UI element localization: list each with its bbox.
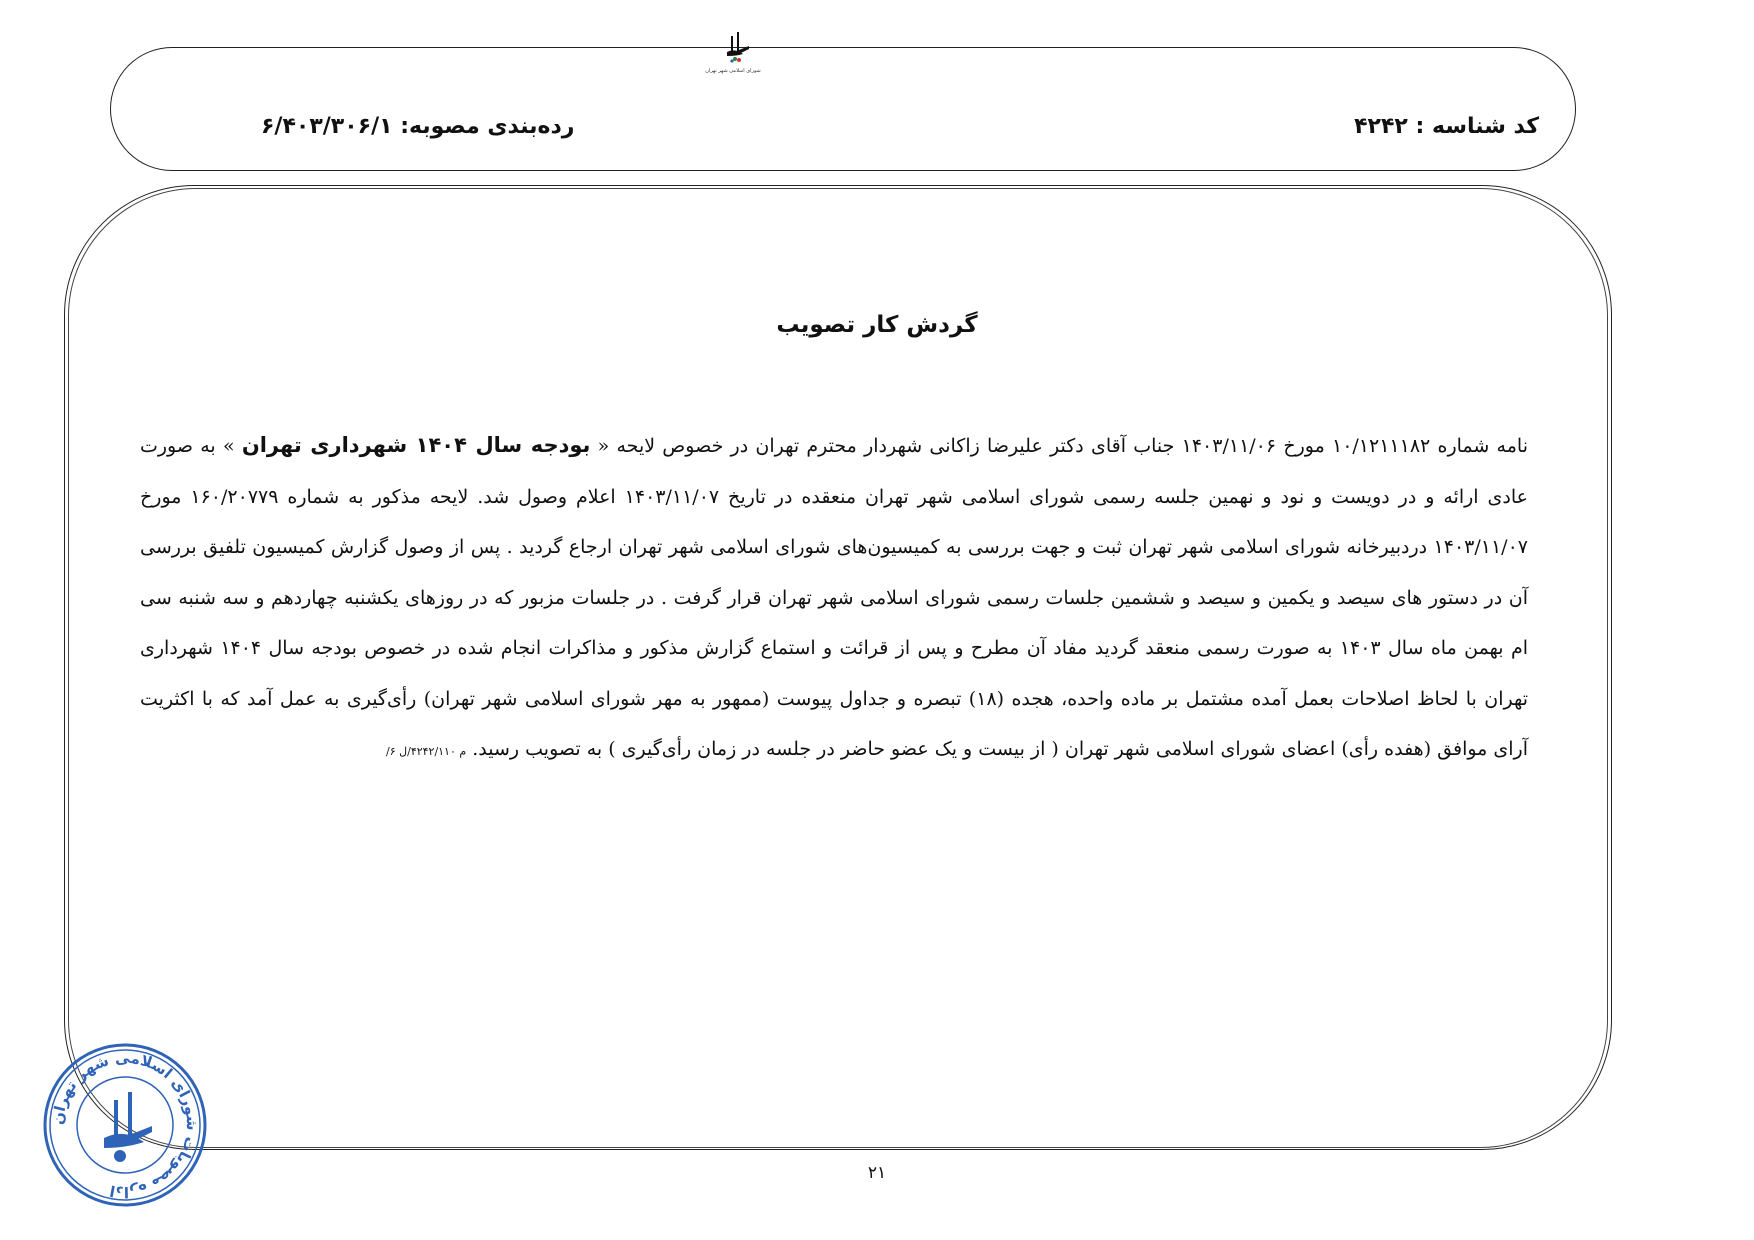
stamp-text: اداره مصوبات شورای اسلامی شهر تهران [48, 1048, 202, 1202]
page-number: ۲۱ [867, 1163, 887, 1183]
identifier-code [1354, 114, 1539, 139]
workflow-text [140, 420, 1528, 778]
stamp-seal-icon [40, 1040, 210, 1210]
council-logo [697, 28, 769, 78]
code-value: ۴۲۴۲ [1354, 114, 1408, 139]
header-box [110, 47, 1576, 171]
council-logo-icon [697, 28, 769, 78]
council-stamp [40, 1040, 210, 1210]
logo-caption: شورای اسلامی شهر تهران [705, 68, 761, 74]
code-label: کد شناسه : [1415, 114, 1539, 139]
budget-title-bold: بودجه سال ۱۴۰۴ شهرداری تهران [241, 433, 591, 457]
resolution-classification [261, 114, 574, 139]
classification-value: ۶/۴۰۳/۳۰۶/۱ [261, 114, 393, 139]
document-title: گردش کار تصویب [776, 312, 978, 338]
reference-note: م ۴۲۴۲/۱۱۰/ل ۶/ [385, 745, 467, 758]
body-part-2: » به صورت عادی ارائه و در دویست و نود و نهمین جلسه رسمی شورای اسلامی شهر تهران منعقده در تاریخ ۱۴۰۳/۱۱/۰۷ اعلام وصول شد. لایحه مذکور به شماره ۱۶۰/۲۰۷۷۹ مورخ ۱۴۰۳/۱۱/۰۷ دردبیرخانه شورای اسلامی شهر تهران ثبت و جهت بررسی به کمیسیون‌های شورای اسلامی شهر تهران ارجاع گردید . پس از وصول گزارش کمیسیون تلفیق بررسی آن در دستور های سیصد و یکمین و سیصد و ششمین جلسات رسمی شورای اسلامی شهر تهران قرار گرفت . در جلسات مزبور که در روزهای یکشنبه چهاردهم و سه شنبه سی ام بهمن ماه سال ۱۴۰۳ به صورت رسمی منعقد گردید مفاد آن مطرح و پس از قرائت و استماع گزارش مذکور و مذاکرات انجام شده در خصوص بودجه سال ۱۴۰۴ شهرداری تهران با لحاظ اصلاحات بعمل آمده مشتمل بر ماده واحده، هجده (۱۸) تبصره و جداول پیوست (ممهور به مهر شورای اسلامی شهر تهران) رأی‌گیری به عمل آمد که با اکثریت آرای موافق (هفده رأی) اعضای شورای اسلامی شهر تهران ( از بیست و یک عضو حاضر در جلسه در زمان رأی‌گیری ) به تصویب رسید. [140, 435, 1529, 760]
body-part-1: نامه شماره ۱۰/۱۲۱۱۱۸۲ مورخ ۱۴۰۳/۱۱/۰۶ جناب آقای دکتر علیرضا زاکانی شهردار محترم تهران در خصوص لایحه « [597, 435, 1528, 457]
classification-label: رده‌بندی مصوبه: [400, 114, 575, 139]
